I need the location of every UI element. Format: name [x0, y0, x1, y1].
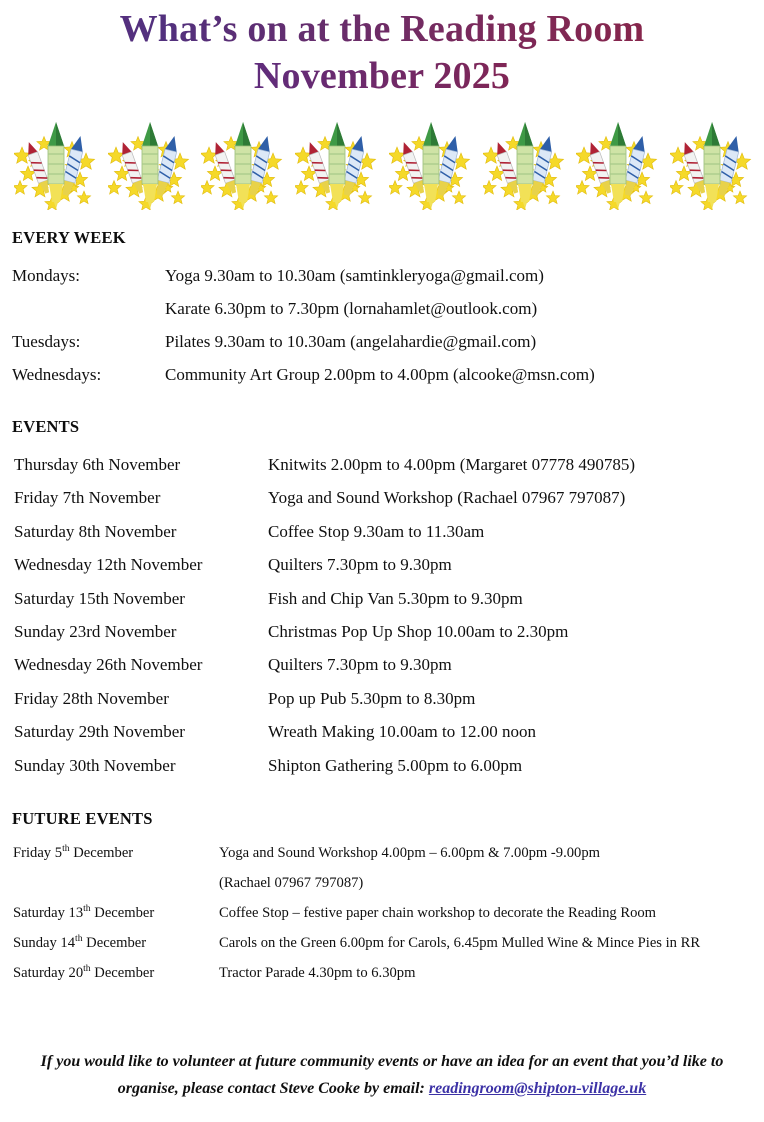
event-date-label: Saturday 8th November	[14, 521, 177, 541]
schedule-description: Yoga 9.30am to 10.30am (samtinkleryoga@gmail.com)	[165, 266, 544, 285]
firework-rocket-icon	[483, 110, 565, 210]
firework-rocket-icon	[108, 110, 190, 210]
schedule-description: Pilates 9.30am to 10.30am (angelahardie@gmail.com)	[165, 332, 537, 351]
schedule-description: Quilters 7.30pm to 9.30pm	[268, 555, 452, 575]
fireworks-banner	[0, 110, 764, 212]
weekday-label: Wednesdays:	[12, 365, 102, 384]
future-event-date-label: Saturday 13th December	[13, 903, 155, 922]
event-date-label: Wednesday 26th November	[14, 655, 203, 675]
event-date-label: Saturday 29th November	[14, 722, 185, 742]
schedule-description: Community Art Group 2.00pm to 4.00pm (alcooke@msn.com)	[165, 365, 595, 384]
event-date-label: Friday 28th November	[14, 688, 169, 708]
schedule-row	[0, 358, 764, 391]
footer-email-link[interactable]: readingroom@shipton-village.uk	[428, 1080, 647, 1097]
schedule-row	[0, 868, 764, 898]
event-date-label: Sunday 23rd November	[14, 622, 177, 642]
schedule-row	[0, 749, 764, 782]
page-title-line-1: What’s on at the Reading Room	[0, 6, 764, 53]
schedule-row	[0, 292, 764, 325]
event-date-label: Saturday 15th November	[14, 588, 185, 608]
schedule-description: Karate 6.30pm to 7.30pm (lornahamlet@outlook.com)	[165, 299, 538, 318]
schedule-row	[0, 259, 764, 292]
schedule-description: Coffee Stop 9.30am to 11.30am	[268, 521, 485, 541]
schedule-description: Quilters 7.30pm to 9.30pm	[268, 655, 452, 675]
schedule-description: Carols on the Green 6.00pm for Carols, 6.45pm Mulled Wine & Mince Pies in RR	[219, 935, 701, 952]
firework-rocket-icon	[576, 110, 658, 210]
schedule-row	[0, 515, 764, 548]
schedule-description: Knitwits 2.00pm to 4.00pm (Margaret 07778 490785)	[268, 455, 636, 474]
schedule-row	[0, 615, 764, 648]
future-event-date-label: Sunday 14th December	[13, 933, 147, 952]
event-date-label: Friday 7th November	[14, 488, 161, 508]
page-title-line-2: November 2025	[0, 53, 764, 100]
event-date-label: Sunday 30th November	[14, 755, 176, 775]
event-date-label: Thursday 6th November	[14, 455, 181, 474]
schedule-row	[0, 682, 764, 715]
schedule-row	[0, 481, 764, 514]
section-heading-events: EVENTS	[12, 417, 80, 436]
weekday-label: Mondays:	[12, 266, 80, 285]
schedule-description: Wreath Making 10.00am to 12.00 noon	[268, 722, 536, 742]
schedule-row	[0, 838, 764, 868]
firework-rocket-icon	[295, 110, 377, 210]
schedule-description: Christmas Pop Up Shop 10.00am to 2.30pm	[268, 622, 569, 642]
firework-rocket-icon	[14, 110, 96, 210]
footer-contact-note	[0, 1048, 764, 1102]
schedule-description: Tractor Parade 4.30pm to 6.30pm	[219, 965, 416, 982]
section-heading-future-events: FUTURE EVENTS	[12, 809, 153, 829]
footer-text: If you would like to volunteer at future community events or have an idea for an event that you’d like to organise, please contact Steve Cooke by email:	[40, 1053, 724, 1097]
schedule-row	[0, 648, 764, 681]
schedule-description: Yoga and Sound Workshop 4.00pm – 6.00pm & 7.00pm -9.00pm	[219, 845, 600, 862]
schedule-row	[0, 715, 764, 748]
future-events-list	[0, 838, 764, 988]
every-week-list	[0, 259, 764, 391]
page-title	[0, 0, 764, 100]
schedule-row	[0, 325, 764, 358]
schedule-description: Fish and Chip Van 5.30pm to 9.30pm	[268, 588, 523, 608]
schedule-description: (Rachael 07967 797087)	[219, 875, 364, 892]
schedule-row	[0, 958, 764, 988]
schedule-row	[0, 898, 764, 928]
schedule-description: Shipton Gathering 5.00pm to 6.00pm	[268, 755, 523, 775]
schedule-description: Coffee Stop – festive paper chain workshop to decorate the Reading Room	[219, 905, 657, 922]
weekday-label: Tuesdays:	[12, 332, 81, 351]
schedule-row	[0, 582, 764, 615]
schedule-row	[0, 448, 764, 481]
section-heading-every-week: EVERY WEEK	[12, 228, 126, 247]
future-event-date-label: Saturday 20th December	[13, 963, 155, 982]
schedule-row	[0, 928, 764, 958]
events-list	[0, 448, 764, 782]
firework-rocket-icon	[201, 110, 283, 210]
schedule-description: Yoga and Sound Workshop (Rachael 07967 797087)	[268, 488, 626, 508]
schedule-description: Pop up Pub 5.30pm to 8.30pm	[268, 688, 476, 708]
event-date-label: Wednesday 12th November	[14, 555, 203, 575]
firework-rocket-icon	[670, 110, 752, 210]
firework-rocket-icon	[389, 110, 471, 210]
schedule-row	[0, 548, 764, 581]
future-event-date-label: Friday 5th December	[13, 843, 134, 862]
